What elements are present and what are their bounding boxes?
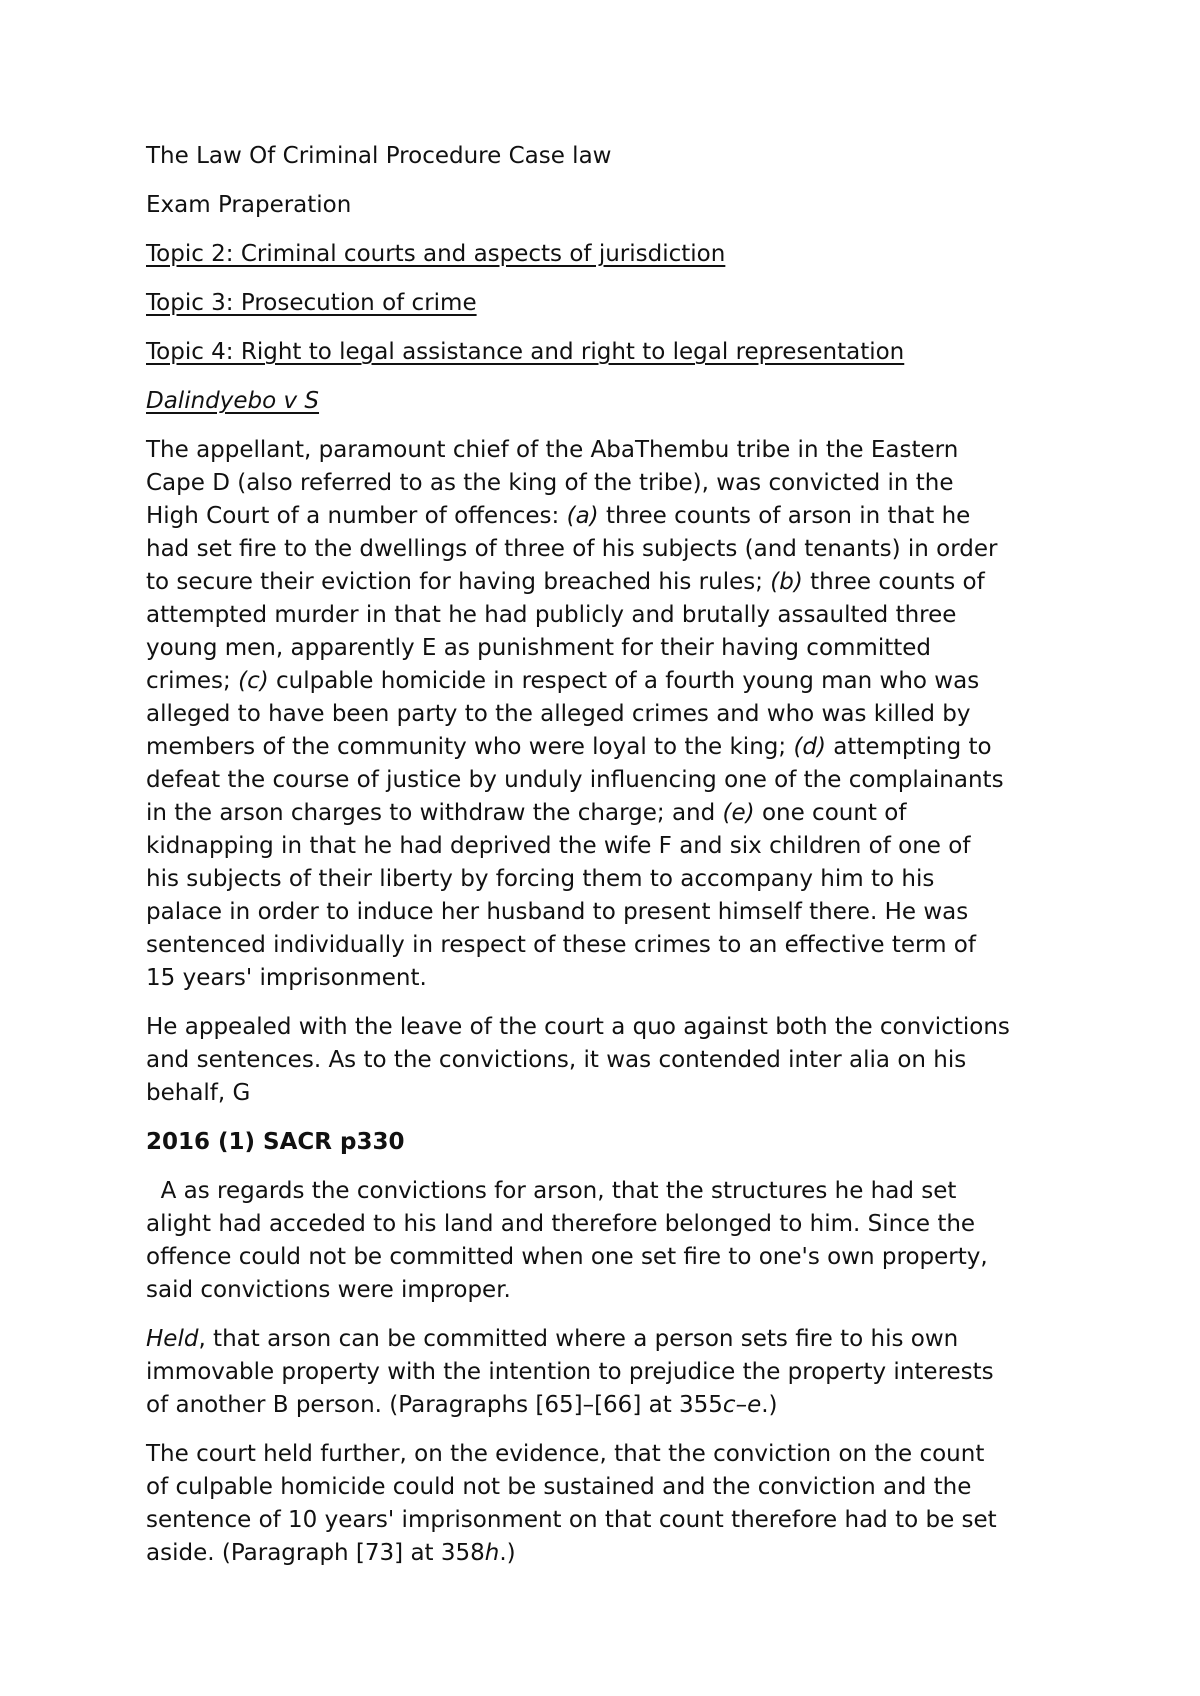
paragraph-held — [146, 1323, 1080, 1422]
text-span: of another B person. (Paragraphs [65]–[66] at 355 — [146, 1392, 723, 1418]
text-line — [146, 566, 1080, 599]
text-span: members of the community who were loyal to the king; — [146, 734, 794, 760]
item-marker-b: (b) — [770, 569, 803, 595]
text-line: A as regards the convictions for arson, that the structures he had set — [146, 1178, 957, 1204]
text-line — [146, 797, 1080, 830]
text-span: High Court of a number of offences: — [146, 503, 567, 529]
document-title: The Law Of Criminal Procedure Case law — [146, 143, 612, 169]
text-span: c–e — [722, 1392, 762, 1418]
text-line: defeat the course of justice by unduly influencing one of the complainants — [146, 767, 1004, 793]
text-line: young men, apparently E as punishment for their having committed — [146, 635, 931, 661]
text-span: three counts of arson in that he — [598, 503, 971, 529]
text-span: .) — [499, 1540, 516, 1566]
text-line: 15 years' imprisonment. — [146, 965, 427, 991]
text-line: alight had acceded to his land and therefore belonged to him. Since the — [146, 1211, 976, 1237]
item-marker-e: (e) — [722, 800, 755, 826]
text-span: , that arson can be committed where a person sets fire to his own — [198, 1326, 959, 1352]
item-marker-d: (d) — [793, 734, 826, 760]
topic-4-heading: Topic 4: Right to legal assistance and right to legal representation — [146, 339, 905, 365]
text-line: sentenced individually in respect of these crimes to an effective term of — [146, 932, 976, 958]
text-line: said convictions were improper. — [146, 1277, 511, 1303]
topic-2-heading: Topic 2: Criminal courts and aspects of jurisdiction — [146, 241, 726, 267]
case-citation: 2016 (1) SACR p330 — [146, 1129, 405, 1155]
item-marker-c: (c) — [238, 668, 269, 694]
text-span: h — [484, 1540, 500, 1566]
text-span: .) — [761, 1392, 778, 1418]
text-span: in the arson charges to withdraw the charge; and — [146, 800, 723, 826]
text-line: of culpable homicide could not be sustained and the conviction and the — [146, 1474, 972, 1500]
text-line: and sentences. As to the convictions, it was contended inter alia on his — [146, 1047, 967, 1073]
text-span: crimes; — [146, 668, 239, 694]
text-line — [146, 1537, 1080, 1570]
text-span: aside. (Paragraph [73] at 358 — [146, 1540, 485, 1566]
document-subtitle: Exam Praperation — [146, 192, 352, 218]
text-line: The appellant, paramount chief of the AbaThembu tribe in the Eastern — [146, 437, 959, 463]
text-span: three counts of — [802, 569, 985, 595]
text-line: kidnapping in that he had deprived the wife F and six children of one of — [146, 833, 971, 859]
topic-3-heading: Topic 3: Prosecution of crime — [146, 290, 477, 316]
text-line: behalf, G — [146, 1080, 251, 1106]
paragraph-appeal — [146, 1011, 1080, 1110]
text-line: offence could not be committed when one set fire to one's own property, — [146, 1244, 988, 1270]
text-span: culpable homicide in respect of a fourth young man who was — [268, 668, 980, 694]
held-label: Held — [146, 1326, 199, 1352]
text-line: immovable property with the intention to prejudice the property interests — [146, 1359, 994, 1385]
text-line: alleged to have been party to the alleged crimes and who was killed by — [146, 701, 971, 727]
case-name: Dalindyebo v S — [146, 388, 320, 414]
text-span: to secure their eviction for having breached his rules; — [146, 569, 771, 595]
text-line — [146, 731, 1080, 764]
text-line — [146, 1389, 1080, 1422]
text-span: attempting to — [825, 734, 992, 760]
item-marker-a: (a) — [566, 503, 599, 529]
text-line: palace in order to induce her husband to present himself there. He was — [146, 899, 969, 925]
text-line: attempted murder in that he had publicly and brutally assaulted three — [146, 602, 957, 628]
text-line — [146, 1323, 1080, 1356]
text-line: had set fire to the dwellings of three of his subjects (and tenants) in order — [146, 536, 998, 562]
paragraph-further-held — [146, 1438, 1080, 1570]
text-line: He appealed with the leave of the court a quo against both the convictions — [146, 1014, 1010, 1040]
text-span: one count of — [754, 800, 907, 826]
text-line — [146, 500, 1080, 533]
text-line: his subjects of their liberty by forcing them to accompany him to his — [146, 866, 935, 892]
text-line — [146, 665, 1080, 698]
paragraph-arson-argument — [146, 1175, 1080, 1307]
text-line: sentence of 10 years' imprisonment on that count therefore had to be set — [146, 1507, 997, 1533]
text-line: Cape D (also referred to as the king of the tribe), was convicted in the — [146, 470, 954, 496]
text-line: The court held further, on the evidence, that the conviction on the count — [146, 1441, 985, 1467]
paragraph-facts — [146, 434, 1080, 995]
